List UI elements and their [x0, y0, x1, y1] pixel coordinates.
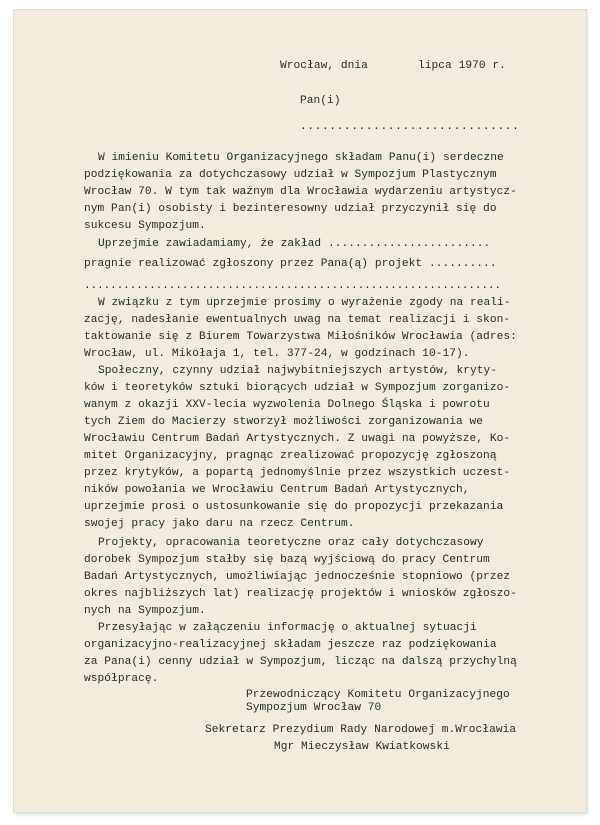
paragraph-4-line: ników powołania we Wrocławiu Centrum Badań Artystycznych,: [84, 484, 470, 496]
paragraph-5-line: Badań Artystycznych, umożliwiając jednocześnie stopniowo (przez: [84, 571, 511, 583]
paragraph-3-line: taktowanie się z Biurem Towarzystwa Miłośników Wrocławia (adres:: [84, 331, 517, 343]
date-month-year: lipca 1970 r.: [418, 60, 506, 72]
paragraph-4-line: Społeczny, czynny udział najwybitniejszych artystów, kryty-: [98, 365, 498, 377]
paragraph-3-line: Wrocław, ul. Mikołaja 1, tel. 377-24, w godzinach 10-17).: [84, 348, 470, 360]
paragraph-4-line: uprzejmie prosi o ustosunkowanie się do propozycji przekazania: [84, 501, 504, 513]
paragraph-2-line: Uprzejmie zawiadamiamy, że zakład ........................: [98, 238, 491, 250]
secretary-title: Sekretarz Prezydium Rady Narodowej m.Wrocławia: [205, 724, 517, 736]
place-date: Wrocław, dnia: [280, 60, 368, 72]
paragraph-4-line: przez krytyków, a popartą jednomyślnie przez wszystkich uczest-: [84, 467, 511, 479]
paragraph-1-line: sukcesu Sympozjum.: [84, 220, 206, 232]
paragraph-1-line: Wrocław 70. W tym tak ważnym dla Wrocławia wydarzeniu artystycz-: [84, 186, 517, 198]
paragraph-4-line: wanym z okazji XXV-lecia wyzwolenia Dolnego Śląska i powrotu: [84, 399, 490, 411]
paragraph-3-line: zację, nadesłanie ewentualnych uwag na temat realizacji i skon-: [84, 314, 511, 326]
paragraph-1-line: podziękowania za dotychczasowy udział w Sympozjum Plastycznym: [84, 169, 497, 181]
paragraph-2-dotted-line: ................................................................: [84, 280, 501, 292]
paragraph-6-line: za Pana(i) cenny udział w Sympozjum, licząc na dalszą przychylną: [84, 656, 517, 668]
paragraph-4-line: swojej pracy jako daru na rzecz Centrum.: [84, 518, 355, 530]
paragraph-1-line: nym Pan(i) osobisty i bezinteresowny udział przyczynił się do: [84, 203, 497, 215]
paragraph-5-line: Projekty, opracowania teoretyczne oraz cały dotychczasowy: [98, 537, 484, 549]
paragraph-2-line: pragnie realizować zgłoszony przez Pana(ą) projekt ..........: [84, 258, 497, 270]
chair-title-line-1: Przewodniczący Komitetu Organizacyjnego: [246, 689, 510, 701]
paragraph-1-line: W imieniu Komitetu Organizacyjnego składam Panu(i) serdeczne: [98, 152, 504, 164]
paragraph-4-line: ków i teoretyków sztuki biorących udział w Sympozjum zorganizo-: [84, 382, 511, 394]
paragraph-4-line: mitet Organizacyjny, pragnąc zrealizować propozycję zgłoszoną: [84, 450, 497, 462]
paragraph-5-line: nych na Sympozjum.: [84, 605, 206, 617]
paragraph-5-line: okres najbliższych lat) realizację projektów i wniosków zgłoszo-: [84, 588, 517, 600]
paragraph-6-line: organizacyjno-realizacyjnej składam jeszcze raz podziękowania: [84, 639, 497, 651]
paragraph-6-line: Przesyłając w załączeniu informację o aktualnej sytuacji: [98, 622, 477, 634]
paragraph-4-line: tych Ziem do Macierzy stworzył możliwości zorganizowania we: [84, 416, 484, 428]
secretary-name: Mgr Mieczysław Kwiatkowski: [274, 741, 450, 753]
paragraph-3-line: W związku z tym uprzejmie prosimy o wyrażenie zgody na reali-: [98, 297, 511, 309]
chair-title-line-2: Sympozjum Wrocław 70: [246, 702, 382, 714]
paragraph-4-line: Wrocławiu Centrum Badań Artystycznych. Z uwagi na powyższe, Ko-: [84, 433, 511, 445]
addressee-label: Pan(i): [300, 95, 341, 107]
paragraph-6-line: współpracę.: [84, 673, 159, 685]
addressee-dotted-line: ..............................: [300, 121, 520, 133]
paragraph-5-line: dorobek Sympozjum stałby się bazą wyjściową do pracy Centrum: [84, 554, 490, 566]
